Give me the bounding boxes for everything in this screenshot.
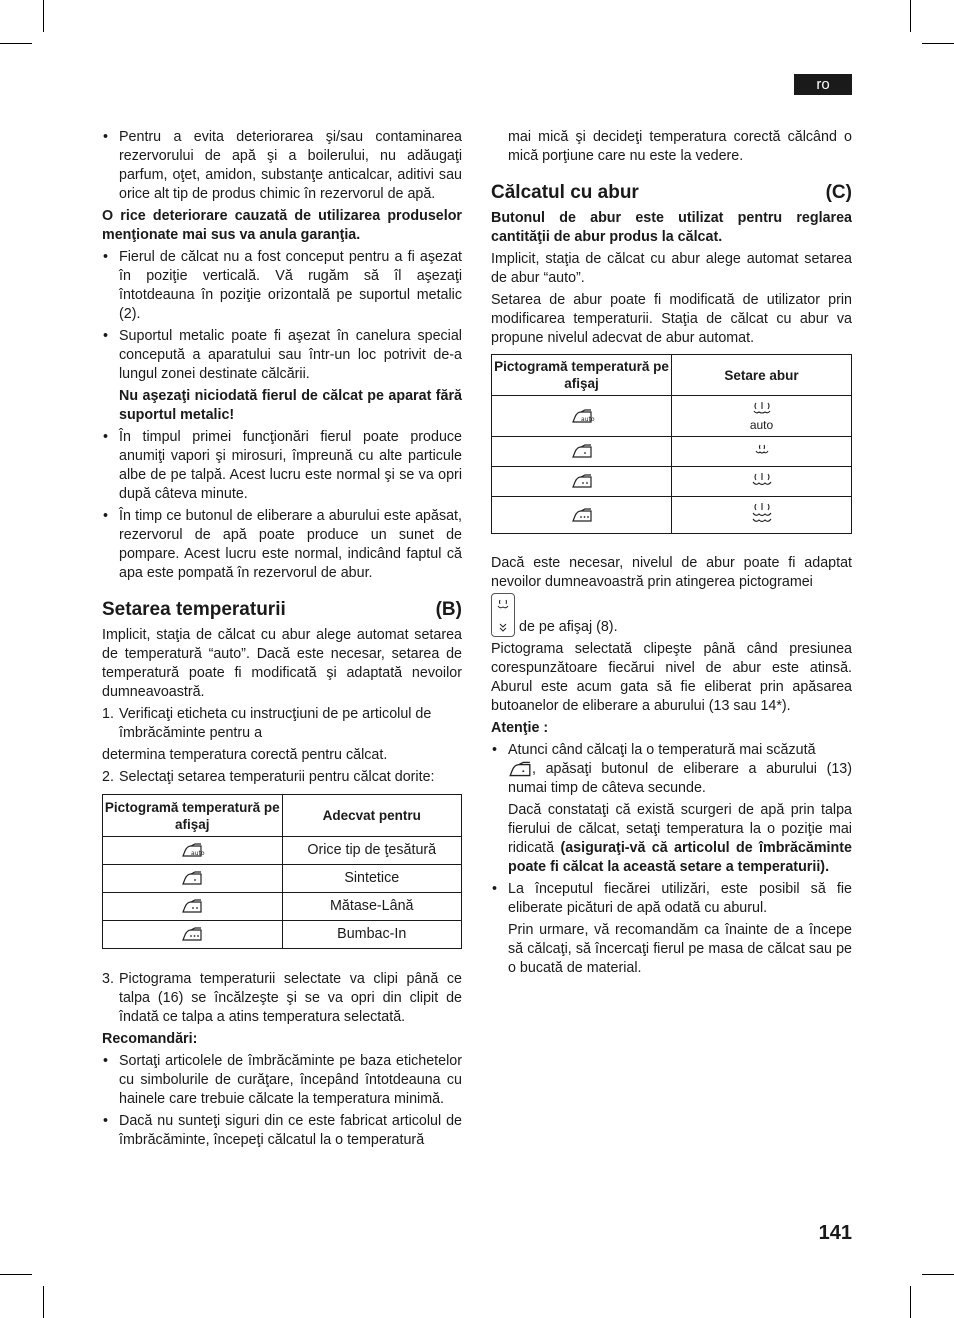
step-item: 2. Selectaţi setarea temperaturii pentru călcat dorite: [102, 769, 435, 785]
steam-auto-label: auto [749, 418, 774, 432]
svg-text:auto: auto [191, 850, 205, 858]
crop-mark [910, 1286, 911, 1318]
recommendations-title: Recomandări: [102, 1031, 198, 1047]
precaution-list [102, 128, 462, 204]
list-item: • Pentru a evita deteriorarea şi/sau contaminarea rezervorului de apă şi a boilerului, nu adăugaţi parfum, oţet, amidon, substanţe anticalcar, aditivi sau orice alt tip de produs chimic în rezervorul de apă. [102, 128, 462, 204]
iron-1dot-icon [103, 865, 283, 893]
warranty-warning: O rice deteriorare cauzată de utilizarea produselor menţionate mai sus va anula garanţia. [102, 208, 462, 243]
list-item: • La începutul fiecărei utilizări, este posibil să fie eliberate picături de apă odată cu aburul. Prin urmare, vă recomandăm ca înainte de a începe să călcaţi, să încercaţi fierul pe masa de călcat sau pe o bucată de material. [491, 880, 852, 978]
table-header: Pictogramă temperatură pe afişaj [492, 355, 672, 396]
steam-bold-intro: Butonul de abur este utilizat pentru reglarea cantităţii de abur produs la călcat. [491, 210, 852, 245]
list-item: • În timp ce butonul de eliberare a aburului este apăsat, rezervorul de apă poate produce un sunet de pompare. Acest lucru este normal, indicând faptul că apa este pompată în rezervorul de abur. [102, 507, 462, 583]
list-item: • Atunci când călcaţi la o temperatură mai scăzută , apăsaţi butonul de eliberare a aburului (13) numai timp de câteva secunde. Dacă constataţi că există scurgeri de apă prin talpa fierului de călcat, setaţi temperatura la o poziţie mai ridicată (asiguraţi-vă că articolul de îmbrăcăminte poate fi călcat la această setare a temperaturii). [491, 741, 852, 877]
blink-paragraph: Pictograma selectată clipeşte până când presiunea corespunzătoare fiecărui nivel de abur este atinsă. Aburul este acum gata să fie eliberat prin apăsarea butoanelor de eliberare a aburului (13 sau 14*). [491, 641, 852, 714]
table-cell: Orice tip de ţesătură [282, 837, 462, 865]
steam-level-2-icon [672, 467, 852, 497]
page-number: 141 [818, 1222, 852, 1244]
right-column [491, 128, 852, 981]
iron-2dot-icon [103, 893, 283, 921]
iron-1dot-icon [508, 760, 532, 778]
adapt-paragraph: Dacă este necesar, nivelul de abur poate fi adaptat nevoilor dumneavoastră prin atingerea pictogramei [491, 555, 852, 590]
iron-2dot-icon [492, 467, 672, 497]
list-item: • Sortaţi articolele de îmbrăcăminte pe baza etichetelor cu simbolurile de curăţare, începând întotdeauna cu hainele care trebuie călcate la temperatura minimă. [102, 1052, 462, 1109]
section-heading-steam: Călcatul cu abur (C) [491, 182, 852, 203]
crop-mark [0, 1274, 32, 1275]
iron-auto-icon [103, 837, 283, 865]
recommendation-list [102, 1052, 462, 1150]
table-header: Pictogramă temperatură pe afişaj [103, 795, 283, 837]
step-item: 3. Pictograma temperaturii selectate va clipi până ce talpa (16) se încălzeşte şi se va opri din clipit de îndată ce talpa a atins temperatura selectată. [102, 971, 462, 1025]
iron-auto-icon [492, 396, 672, 437]
steam-auto-icon [672, 396, 852, 437]
table-cell: Bumbac-In [282, 921, 462, 949]
left-column [102, 128, 462, 1153]
language-badge: ro [794, 74, 852, 95]
step-continuation: determina temperatura corectă pentru călcat. [102, 747, 388, 763]
section-heading-temperature: Setarea temperaturii (B) [102, 599, 462, 620]
adapt-paragraph-end: de pe afişaj (8). [491, 593, 852, 637]
crop-mark [43, 0, 44, 32]
list-item: • Fierul de călcat nu a fost conceput pentru a fi aşezat în poziţie verticală. Vă rugăm să îl aşezaţi întotdeauna în poziţie orizontală pe suportul metalic (2). [102, 248, 462, 324]
steam-paragraph: Setarea de abur poate fi modificată de utilizator prin modificarea temperaturii. Staţia de călcat cu abur va propune nivelul adecvat de abur automat. [491, 292, 852, 346]
steam-adjust-icon [491, 593, 515, 637]
temperature-intro: Implicit, staţia de călcat cu abur alege automat setarea de temperatură “auto”. Dacă este necesar, setarea de temperatură poate fi modificată şi adaptată nevoilor dumneavoastră. [102, 627, 462, 700]
crop-mark [0, 43, 32, 44]
warning-text: Nu aşezaţi niciodată fierul de călcat pe aparat fără suportul metalic! [119, 388, 462, 423]
list-item: • Suportul metalic poate fi aşezat în canelura special concepută a aparatului sau într-un loc potrivit de-a lungul zonei destinate călcării. Nu aşezaţi niciodată fierul de călcat pe aparat fără suportul metalic! [102, 327, 462, 425]
steam-level-3-icon [672, 497, 852, 534]
list-item: • În timpul primei funcţionări fierul poate produce anumiţi vapori şi mirosuri, împreună cu alte particule albe de pe talpă. Acest lucru este normal şi se va opri după câteva minute. [102, 428, 462, 504]
temperature-table [102, 794, 462, 949]
table-header: Adecvat pentru [282, 795, 462, 837]
attention-title: Atenţie : [491, 720, 549, 736]
steam-paragraph: Implicit, staţia de călcat cu abur alege automat setarea de abur “auto”. [491, 251, 852, 286]
svg-text:auto: auto [580, 415, 595, 423]
crop-mark [922, 1274, 954, 1275]
step-item: 1. Verificaţi eticheta cu instrucţiuni de pe articolul de îmbrăcăminte pentru a [102, 706, 432, 741]
crop-mark [43, 1286, 44, 1318]
table-cell: Mătase-Lână [282, 893, 462, 921]
steam-table [491, 354, 852, 534]
table-cell: Sintetice [282, 865, 462, 893]
iron-3dot-icon [492, 497, 672, 534]
iron-3dot-icon [103, 921, 283, 949]
iron-1dot-icon [492, 437, 672, 467]
precaution-list [102, 248, 462, 583]
crop-mark [910, 0, 911, 32]
attention-list [491, 741, 852, 978]
list-item: • Dacă nu sunteţi siguri din ce este fabricat articolul de îmbrăcăminte, începeţi călcatul la o temperatură [102, 1112, 462, 1150]
continued-text: mai mică şi decideţi temperatura corectă călcând o mică porţiune care nu este la vedere. [508, 129, 852, 164]
table-header: Setare abur [672, 355, 852, 396]
crop-mark [922, 43, 954, 44]
steam-level-1-icon [672, 437, 852, 467]
